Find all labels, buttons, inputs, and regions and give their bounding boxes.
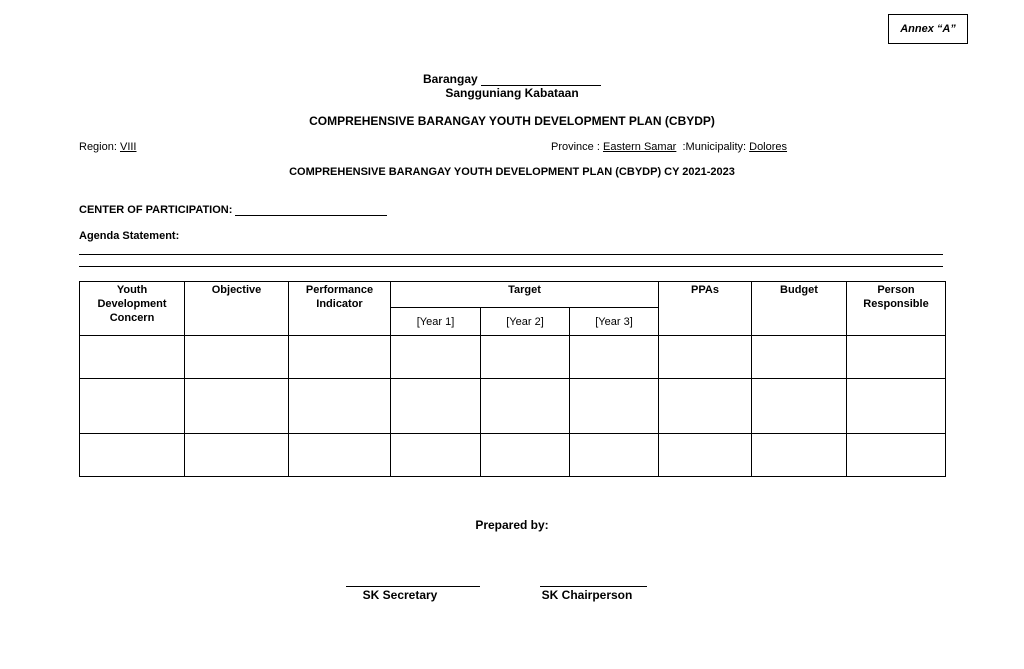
header-youth-development-concern: [80, 282, 185, 336]
secretary-signature-line: [346, 586, 480, 587]
agenda-line-1: [79, 254, 943, 255]
table-cell[interactable]: [185, 336, 289, 379]
header-youth-line1: Youth: [116, 284, 148, 296]
header-objective: Objective: [185, 282, 289, 336]
sk-name: Sangguniang Kabataan: [445, 86, 579, 100]
table-cell[interactable]: [570, 434, 659, 477]
table-cell[interactable]: [752, 379, 847, 434]
chairperson-signature-line: [540, 586, 647, 587]
table-cell[interactable]: [752, 336, 847, 379]
plan-subtitle: COMPREHENSIVE BARANGAY YOUTH DEVELOPMENT PLAN (CBYDP) CY 2021-2023: [289, 166, 735, 178]
header-year-2: [Year 2]: [481, 308, 570, 336]
table-cell[interactable]: [659, 379, 752, 434]
header-year-1: [Year 1]: [391, 308, 481, 336]
header-youth-line3: Concern: [109, 312, 155, 324]
header-person-responsible: [847, 282, 946, 336]
prepared-by-label: Prepared by:: [475, 518, 549, 532]
table-cell[interactable]: [391, 379, 481, 434]
header-budget: Budget: [752, 282, 847, 336]
table-cell[interactable]: [847, 336, 946, 379]
table-cell[interactable]: [481, 434, 570, 477]
header-target: Target: [391, 282, 659, 308]
center-of-participation-label: CENTER OF PARTICIPATION:: [79, 204, 233, 216]
barangay-line: [0, 72, 1024, 86]
table-cell[interactable]: [570, 379, 659, 434]
table-cell[interactable]: [481, 336, 570, 379]
province-value: Eastern Samar: [602, 141, 677, 153]
annex-text: Annex “A”: [900, 23, 956, 35]
table-cell[interactable]: [847, 434, 946, 477]
annex-label: [888, 14, 968, 44]
table-cell[interactable]: [847, 379, 946, 434]
plan-title: COMPREHENSIVE BARANGAY YOUTH DEVELOPMENT PLAN (CBYDP): [309, 114, 715, 128]
header-ppas: PPAs: [659, 282, 752, 336]
barangay-blank: [481, 73, 601, 86]
header-person-line2: Responsible: [863, 298, 929, 310]
table-cell[interactable]: [185, 434, 289, 477]
region-value: VIII: [119, 141, 137, 153]
table-cell[interactable]: [481, 379, 570, 434]
table-cell[interactable]: [80, 379, 185, 434]
table-cell[interactable]: [289, 379, 391, 434]
header-person-line1: Person: [877, 284, 915, 296]
secretary-label: SK Secretary: [362, 588, 438, 602]
barangay-label: Barangay: [422, 72, 478, 86]
table-cell[interactable]: [659, 434, 752, 477]
table-row: [80, 434, 946, 477]
table-row: [80, 336, 946, 379]
table-cell[interactable]: [391, 434, 481, 477]
center-of-participation-field: [79, 204, 387, 216]
chairperson-label: SK Chairperson: [541, 588, 633, 602]
table-cell[interactable]: [752, 434, 847, 477]
center-of-participation-blank: [235, 204, 387, 216]
header-year-3: [Year 3]: [570, 308, 659, 336]
table-cell[interactable]: [391, 336, 481, 379]
header-youth-line2: Development: [97, 298, 167, 310]
province-municipality-field: [551, 141, 787, 153]
municipality-value: Dolores: [749, 141, 788, 153]
table-cell[interactable]: [80, 434, 185, 477]
header-performance-line1: Performance: [305, 284, 374, 296]
table-cell[interactable]: [185, 379, 289, 434]
table-cell[interactable]: [659, 336, 752, 379]
province-label: Province :: [551, 141, 600, 153]
municipality-label: :Municipality:: [682, 141, 747, 153]
table-cell[interactable]: [289, 336, 391, 379]
plan-table: [79, 281, 946, 477]
table-cell[interactable]: [570, 336, 659, 379]
region-label: Region:: [79, 141, 117, 153]
agenda-label: Agenda Statement:: [79, 230, 180, 242]
table-cell[interactable]: [80, 336, 185, 379]
header-performance-indicator: [289, 282, 391, 336]
agenda-line-2: [79, 266, 943, 267]
table-row: [80, 379, 946, 434]
header-performance-line2: Indicator: [316, 298, 363, 310]
region-field: [79, 141, 137, 153]
table-cell[interactable]: [289, 434, 391, 477]
